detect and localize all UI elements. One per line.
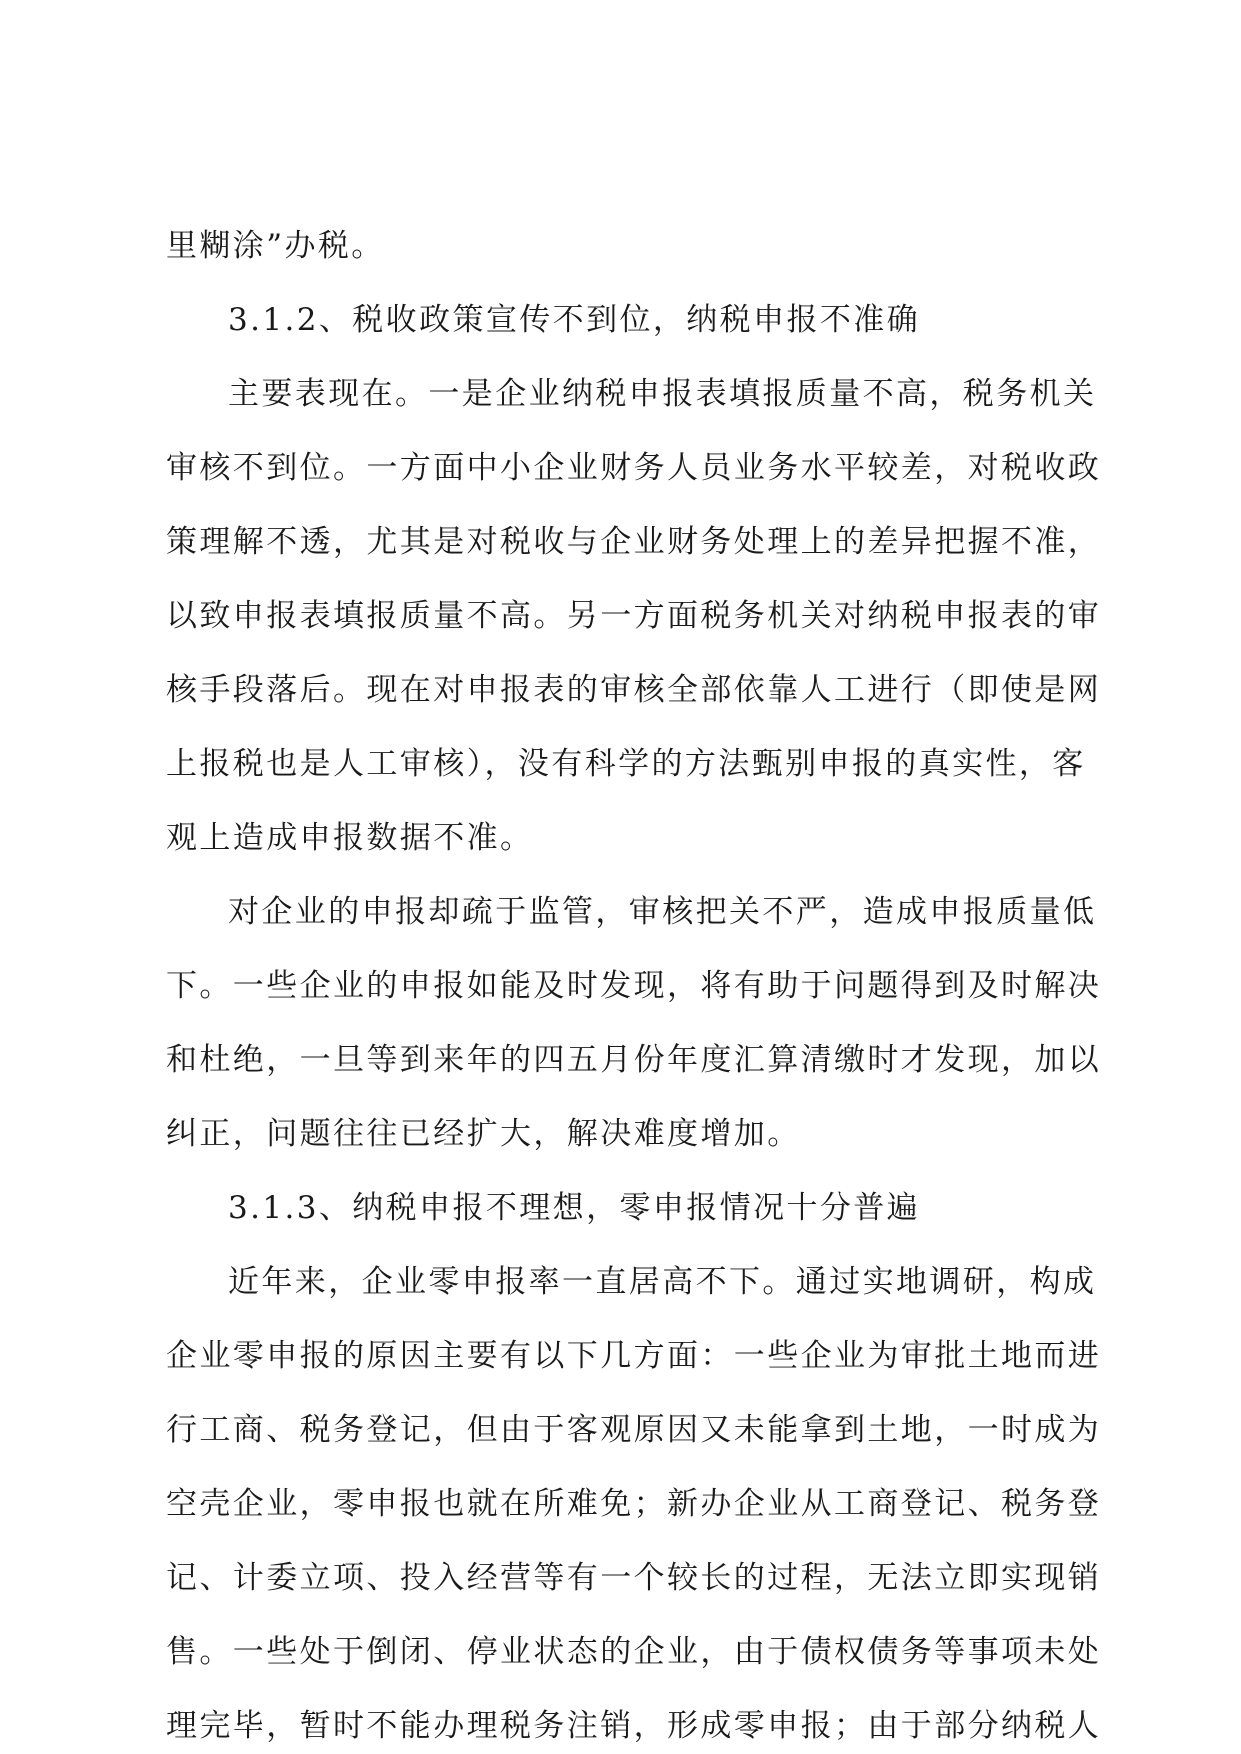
section-heading: 3.1.3、纳税申报不理想，零申报情况十分普遍: [228, 1190, 921, 1226]
text-line: 以致申报表填报质量不高。另一方面税务机关对纳税申报表的审: [166, 598, 1102, 634]
text-line: 行工商、税务登记，但由于客观原因又未能拿到土地，一时成为: [166, 1412, 1102, 1448]
section-heading: 3.1.2、税收政策宣传不到位，纳税申报不准确: [228, 302, 921, 338]
text-line: 和杜绝，一旦等到来年的四五月份年度汇算清缴时才发现，加以: [166, 1042, 1102, 1078]
text-line: 企业零申报的原因主要有以下几方面：一些企业为审批土地而进: [166, 1338, 1102, 1374]
paragraph-first-line: 近年来，企业零申报率一直居高不下。通过实地调研，构成: [228, 1264, 1097, 1300]
text-line: 记、计委立项、投入经营等有一个较长的过程，无法立即实现销: [166, 1560, 1102, 1596]
paragraph-first-line: 主要表现在。一是企业纳税申报表填报质量不高，税务机关: [228, 376, 1097, 412]
text-line: 策理解不透，尤其是对税收与企业财务处理上的差异把握不准，: [166, 524, 1102, 560]
text-line: 空壳企业，零申报也就在所难免；新办企业从工商登记、税务登: [166, 1486, 1102, 1522]
text-line: 理完毕，暂时不能办理税务注销，形成零申报；由于部分纳税人: [166, 1708, 1102, 1744]
text-line: 里糊涂”办税。: [166, 228, 385, 264]
text-line: 纠正，问题往往已经扩大，解决难度增加。: [166, 1116, 801, 1152]
text-line: 审核不到位。一方面中小企业财务人员业务水平较差，对税收政: [166, 450, 1102, 486]
text-line: 售。一些处于倒闭、停业状态的企业，由于债权债务等事项未处: [166, 1634, 1102, 1670]
text-line: 上报税也是人工审核），没有科学的方法甄别申报的真实性，客: [166, 746, 1086, 782]
paragraph-first-line: 对企业的申报却疏于监管，审核把关不严，造成申报质量低: [228, 894, 1097, 930]
text-line: 核手段落后。现在对申报表的审核全部依靠人工进行（即使是网: [166, 672, 1102, 708]
text-line: 下。一些企业的申报如能及时发现，将有助于问题得到及时解决: [166, 968, 1102, 1004]
text-line: 观上造成申报数据不准。: [166, 820, 534, 856]
